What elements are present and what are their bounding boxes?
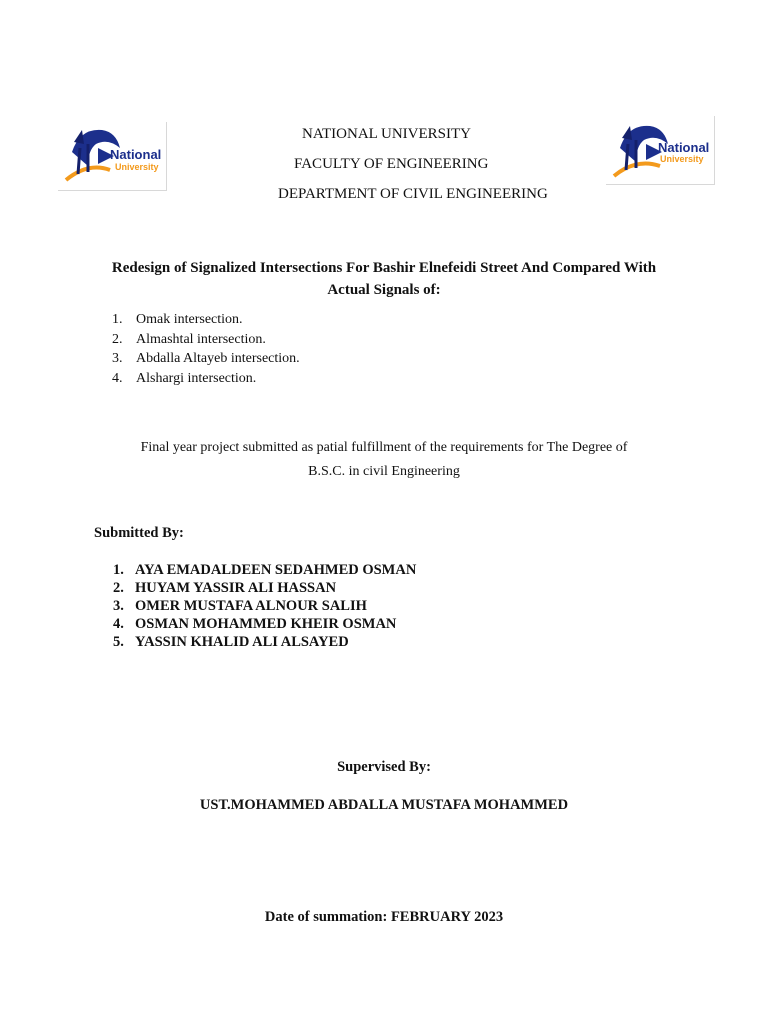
submission-date bbox=[0, 909, 768, 926]
list-item: 1. AYA EMADALDEEN SEDAHMED OSMAN bbox=[113, 562, 417, 578]
national-university-logo-left bbox=[58, 122, 167, 191]
list-item: 5. YASSIN KHALID ALI ALSAYED bbox=[113, 634, 349, 650]
project-title-line2: Actual Signals of: bbox=[327, 282, 441, 298]
svg-text:University: University bbox=[115, 162, 159, 172]
supervised-by-label: Supervised By: bbox=[337, 759, 431, 775]
university-emblem-icon bbox=[606, 116, 714, 184]
date-label: Date of summation: bbox=[264, 909, 388, 925]
department-name: DEPARTMENT OF CIVIL ENGINEERING bbox=[278, 186, 548, 202]
faculty-name: FACULTY OF ENGINEERING bbox=[294, 156, 489, 172]
svg-text:National: National bbox=[110, 147, 162, 162]
svg-text:University: University bbox=[660, 154, 704, 164]
list-item: 1. Omak intersection. bbox=[112, 312, 243, 327]
submitted-by-label: Submitted By: bbox=[94, 525, 184, 541]
list-item: 2. HUYAM YASSIR ALI HASSAN bbox=[113, 580, 337, 596]
student-list bbox=[113, 561, 416, 651]
submission-statement-line2: B.S.C. in civil Engineering bbox=[308, 464, 460, 479]
list-item: 3. OMER MUSTAFA ALNOUR SALIH bbox=[113, 598, 367, 614]
svg-text:National: National bbox=[658, 140, 710, 155]
list-item: 4. Alshargi intersection. bbox=[112, 371, 257, 387]
university-emblem-icon bbox=[58, 122, 166, 190]
project-title bbox=[0, 257, 768, 301]
supervisor-name: UST.MOHAMMED ABDALLA MUSTAFA MOHAMMED bbox=[199, 797, 569, 813]
list-item: 4. OSMAN MOHAMMED KHEIR OSMAN bbox=[113, 616, 397, 632]
list-item: 3. Abdalla Altayeb intersection. bbox=[112, 351, 300, 367]
national-university-logo-right bbox=[606, 116, 715, 185]
date-value: FEBRUARY 2023 bbox=[390, 909, 504, 925]
project-title-line1: Redesign of Signalized Intersections For Bashir Elnefeidi Street And Compared With bbox=[111, 260, 657, 276]
list-item: 2. Almashtal intersection. bbox=[112, 331, 266, 347]
intersection-list bbox=[112, 310, 300, 389]
university-name: NATIONAL UNIVERSITY bbox=[302, 126, 472, 142]
submission-statement-line1: Final year project submitted as patial fulfillment of the requirements for The Degree of bbox=[140, 440, 628, 455]
